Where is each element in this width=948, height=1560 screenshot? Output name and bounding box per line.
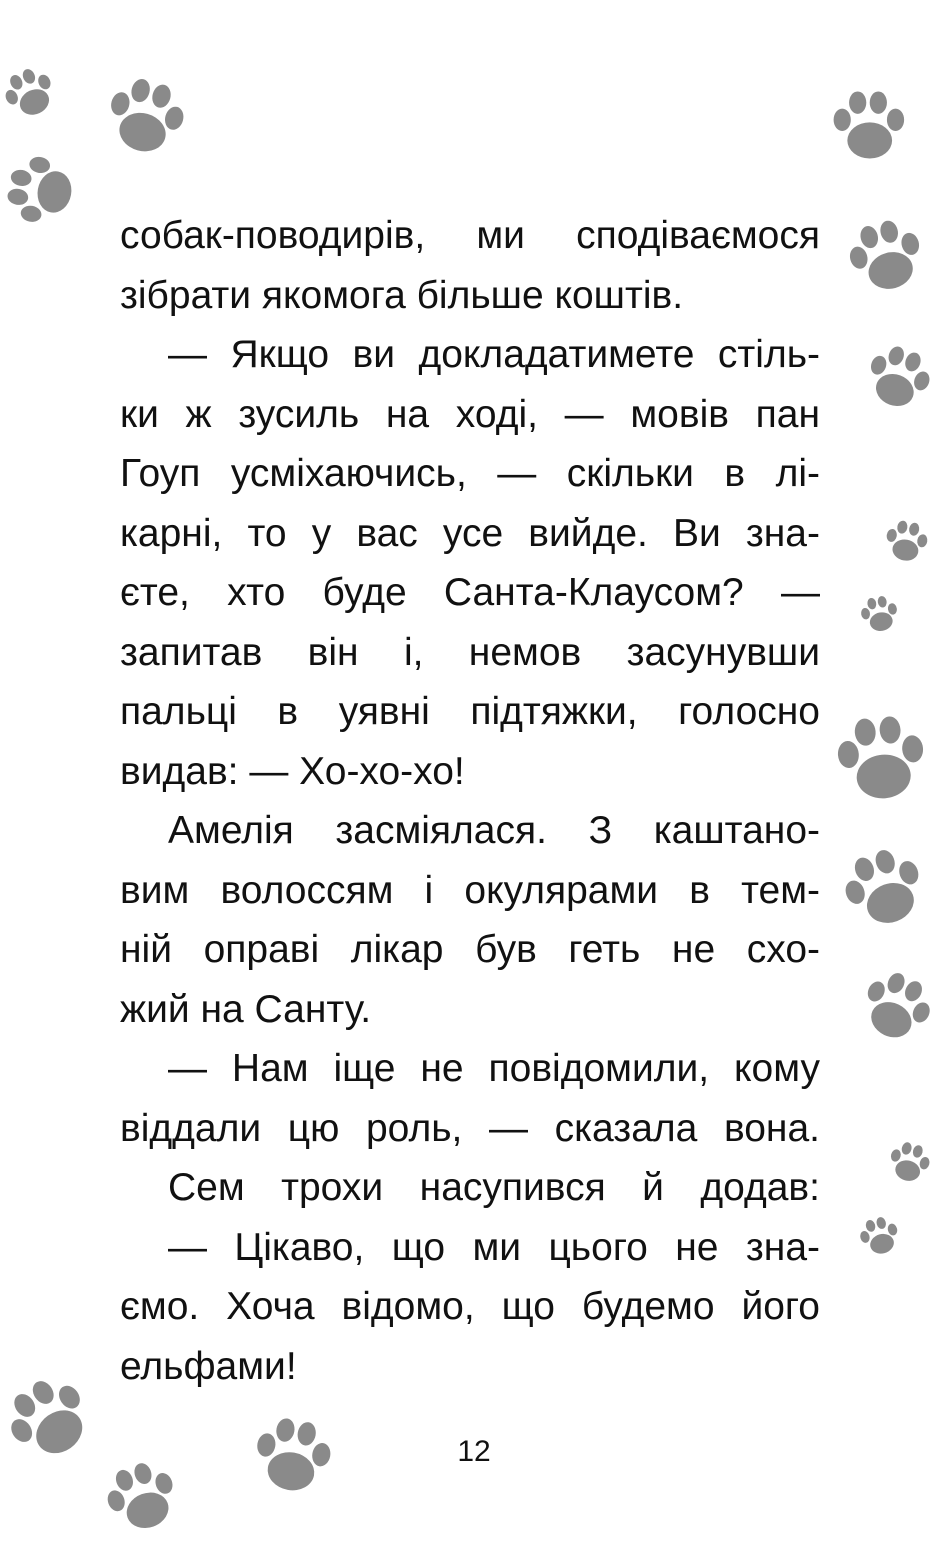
text-line: карні, то у вас усе вийде. Ви зна- [120,511,820,555]
paw-print-icon [823,829,943,948]
page-text [120,206,820,1396]
text-line: ки ж зусиль на ході, — мовів пан [120,392,820,436]
paw-print-icon [832,202,938,309]
text-line: Сем трохи насупився й додав: [168,1166,820,1209]
paw-print-icon [879,1132,940,1191]
text-line: Гоуп усміхаючись, — скільки в лі- [120,452,820,495]
text-line: вим волоссям і окулярами в тем- [120,868,820,912]
paw-print-icon [90,60,201,172]
text-line: запитав він і, немов засунувши [120,630,820,674]
text-line: видав: — Хо-хо-хо! [120,749,465,793]
paw-print-icon [822,82,914,168]
text-line: ній оправі лікар був геть не схо- [120,928,820,971]
page-number: 12 [457,1435,491,1468]
text-line: собак-поводирів, ми сподіваємося [120,214,820,257]
paw-print-icon [0,144,89,238]
paw-print-icon [0,49,70,137]
text-line: ємо. Хоча відомо, що будемо його [120,1285,820,1328]
text-line: жий на Санту. [120,987,372,1031]
text-line: єте, хто буде Санта-Клаусом? — [120,571,820,614]
text-line: ельфами! [120,1344,297,1388]
paw-print-icon [853,588,906,639]
text-line: пальці в уявні підтяжки, голосно [120,690,820,733]
text-line: — Якщо ви докладатимете стіль- [168,333,820,376]
text-line: віддали цю роль, — сказала вона. [120,1106,820,1150]
text-line: зібрати якомога більше коштів. [120,273,684,317]
text-line: — Нам іще не повідомили, кому [168,1047,820,1090]
paw-print-icon [816,701,945,815]
paw-print-icon [848,329,948,426]
paw-print-icon [843,953,948,1059]
text-line: Амелія засміялася. З каштано- [168,809,820,852]
paw-print-icon [851,1207,908,1265]
text-line: — Цікаво, що ми цього не зна- [168,1225,820,1269]
paw-print-icon [876,512,936,570]
